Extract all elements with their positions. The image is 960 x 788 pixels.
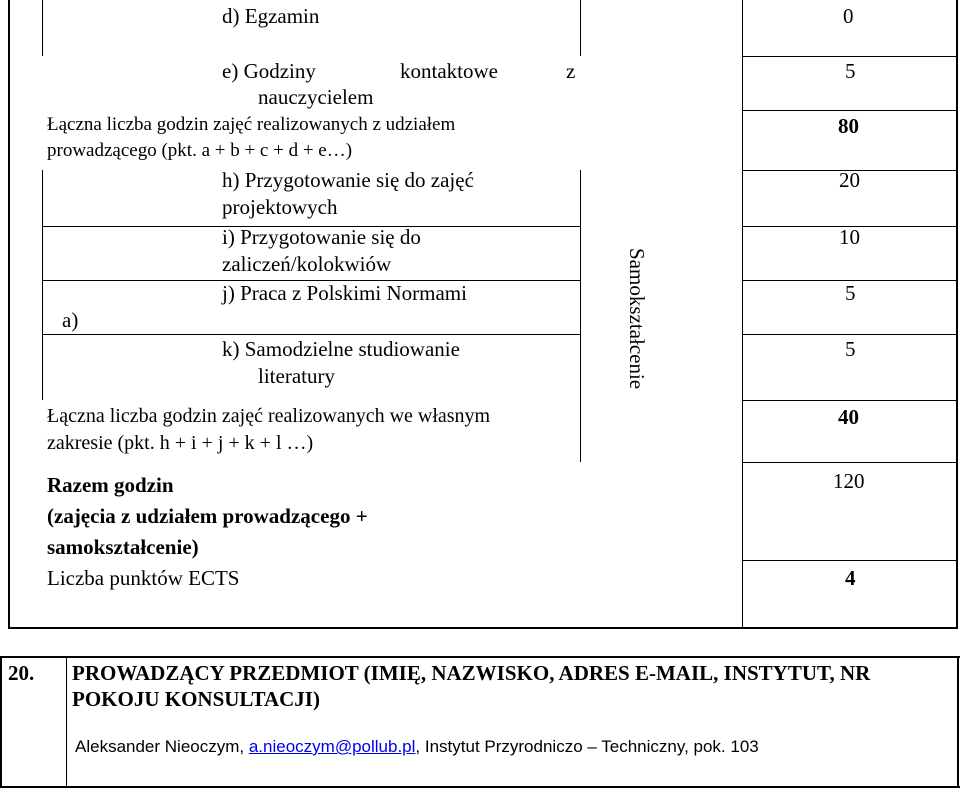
row-e-label-c: z xyxy=(566,59,576,83)
row-k-value: 5 xyxy=(845,337,856,361)
group-label: a) xyxy=(62,308,79,332)
sum-self-line2: zakresie (pkt. h + i + j + k + l …) xyxy=(47,432,314,454)
sum-contact-line2: prowadzącego (pkt. a + b + c + d + e…) xyxy=(47,140,353,161)
lecturer-email-link[interactable]: a.nieoczym@pollub.pl xyxy=(248,737,416,756)
sum-contact-line1: Łączna liczba godzin zajęć realizowanych z udziałem xyxy=(47,114,456,135)
row-j-value: 5 xyxy=(845,281,856,305)
section-number: 20. xyxy=(8,661,35,685)
total-value: 120 xyxy=(833,469,865,493)
lecturer-info xyxy=(75,737,759,757)
total-line3: samokształcenie) xyxy=(47,535,199,559)
row-k-line2: literatury xyxy=(258,364,335,388)
ects-label: Liczba punktów ECTS xyxy=(47,566,240,590)
lecturer-name: Aleksander Nieoczym, xyxy=(75,737,249,756)
row-i-line2: zaliczeń/kolokwiów xyxy=(222,252,392,276)
lecturer-institute: , Instytut Przyrodniczo – Techniczny, pok. 103 xyxy=(415,737,759,756)
total-line2: (zajęcia z udziałem prowadzącego + xyxy=(47,504,368,528)
row-e-label-d: nauczycielem xyxy=(258,85,374,109)
row-j-label: j) Praca z Polskimi Normami xyxy=(222,281,467,305)
row-e-label-b: kontaktowe xyxy=(400,59,498,83)
row-e-value: 5 xyxy=(845,59,856,83)
sum-self-value: 40 xyxy=(838,405,859,429)
ects-value: 4 xyxy=(845,566,856,590)
row-k-line1: k) Samodzielne studiowanie xyxy=(222,337,460,361)
row-h-line2: projektowych xyxy=(222,195,338,219)
row-i-value: 10 xyxy=(839,225,860,249)
section-heading-line1: PROWADZĄCY PRZEDMIOT (IMIĘ, NAZWISKO, ADRES E-MAIL, INSTYTUT, NR xyxy=(72,661,871,685)
sum-self-line1: Łączna liczba godzin zajęć realizowanych we własnym xyxy=(47,405,491,427)
row-i-line1: i) Przygotowanie się do xyxy=(222,225,421,249)
total-line1: Razem godzin xyxy=(47,473,174,497)
sum-contact-value: 80 xyxy=(838,114,859,138)
section-heading-line2: POKOJU KONSULTACJI) xyxy=(72,687,320,711)
row-d-label: d) Egzamin xyxy=(222,4,320,28)
category-vertical-label: Samokształcenie xyxy=(625,248,649,390)
row-h-line1: h) Przygotowanie się do zajęć xyxy=(222,168,474,192)
row-d-value: 0 xyxy=(843,4,854,28)
row-e-label-a: e) Godziny xyxy=(222,59,316,83)
row-h-value: 20 xyxy=(839,168,860,192)
